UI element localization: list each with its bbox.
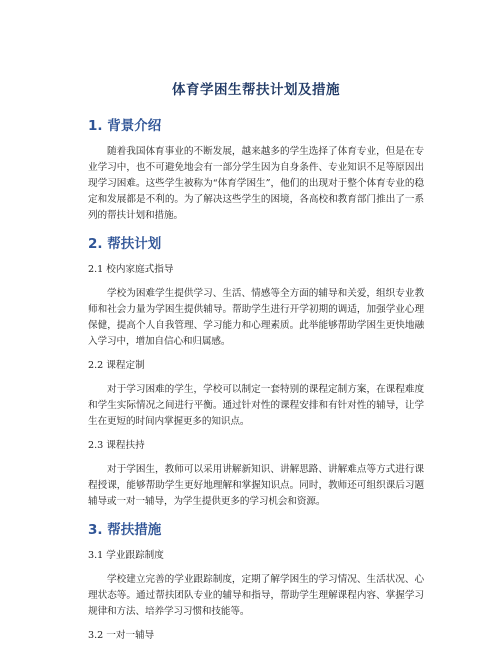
subheading: 2.3 课程扶持 [88,440,145,451]
section-paragraph: 随着我国体育事业的不断发展，越来越多的学生选择了体育专业，但是在专业学习中，也不可避免地会有一部分学生因为自身条件、专业知识不足等原因出现学习困难。这些学生被称为“体育学困生”，他们的出现对于整个体育专业的稳定和发展都是不利的。为了解决这些学生的困境，各高校和教育部门推出了一系列的帮扶计划和措施。 [88,146,424,221]
subheading: 3.1 学业跟踪制度 [88,550,164,561]
section-heading: 1. 背景介绍 [88,118,162,134]
section-heading: 2. 帮扶计划 [88,236,162,252]
section-plan [88,232,424,510]
paragraph: 学校建立完善的学业跟踪制度，定期了解学困生的学习情况、生活状况、心理状态等。通过帮扶团队专业的辅导和指导，帮助学生理解课程内容、掌握学习规律和方法、培养学习习惯和技能等。 [88,574,424,617]
paragraph: 对于学习困难的学生，学校可以制定一套特别的课程定制方案，在课程难度和学生实际情况之间进行平衡。通过针对性的课程安排和有针对性的辅导，让学生在更短的时间内掌握更多的知识点。 [88,384,424,427]
subheading: 3.2 一对一辅导 [88,630,155,641]
section-heading: 3. 帮扶措施 [88,522,162,538]
paragraph: 学校为困难学生提供学习、生活、情感等全方面的辅导和关爱，组织专业教师和社会力量为学困生提供辅导。帮助学生进行开学初期的调适，加强学业心理保健，提高个人自我管理、学习能力和心理素质。此举能够帮助学困生更快地融入学习中，增加自信心和归属感。 [88,288,424,347]
subheading: 2.1 校内家庭式指导 [88,264,174,275]
section-background [88,114,424,224]
paragraph: 对于学困生，教师可以采用讲解新知识、讲解思路、讲解难点等方式进行课程授课，能够帮助学生更好地理解和掌握知识点。同时，教师还可组织课后习题辅导或一对一辅导，为学生提供更多的学习机会和资源。 [88,464,424,507]
section-measures [88,518,424,644]
document-title: 体育学困生帮扶计划及措施 [172,82,340,98]
subheading: 2.2 课程定制 [88,360,145,371]
